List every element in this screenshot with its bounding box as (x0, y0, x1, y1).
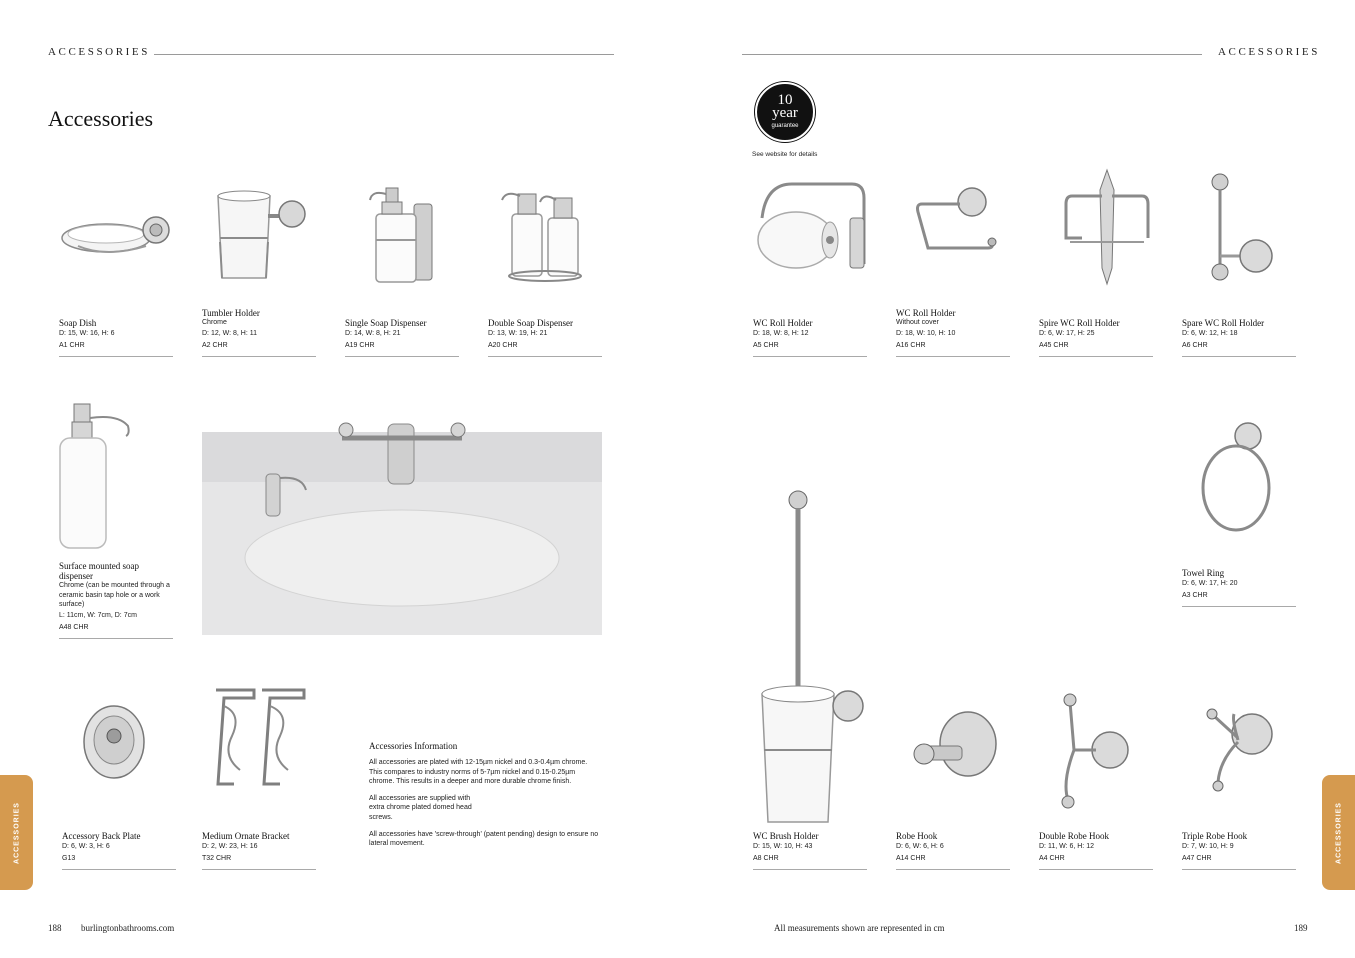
product-caption (1039, 318, 1153, 357)
badge-note: See website for details (752, 151, 818, 158)
product-caption (896, 831, 1010, 870)
website-link[interactable]: burlingtonbathrooms.com (81, 923, 175, 933)
product-dimensions: L: 11cm, W: 7cm, D: 7cm (59, 611, 137, 619)
badge-sub: guarantee (771, 123, 799, 129)
robe-hook-image (912, 708, 998, 778)
product-name: Double Robe Hook (1039, 831, 1109, 841)
tumbler-holder-image (210, 186, 308, 286)
product-dimensions: D: 13, W: 19, H: 21 (488, 330, 548, 337)
product-code: A4 CHR (1039, 855, 1065, 862)
product-note: Chrome (can be mounted through a ceramic basin tap hole or a work surface) (59, 582, 170, 608)
product-name: Soap Dish (59, 318, 97, 328)
header-left: ACCESSORIES (48, 46, 150, 58)
product-dimensions: D: 12, W: 8, H: 11 (202, 329, 257, 337)
badge-number: 10 (777, 92, 793, 108)
badge-word: year (772, 105, 798, 121)
product-note: Without cover (896, 319, 939, 326)
single-soap-dispenser-image (362, 180, 440, 288)
info-paragraph: All accessories are supplied with extra chrome plated domed head screws. (369, 794, 472, 821)
product-name: Spire WC Roll Holder (1039, 318, 1120, 328)
product-code: A5 CHR (753, 342, 779, 349)
info-paragraph: All accessories are plated with 12-15µm nickel and 0.3-0.4µm chrome. This compares to industry norms of 5-7µm nickel and 0.15-0.25µm chrome. This results in a deeper and more durable chrome finish. (369, 759, 588, 786)
header-right: ACCESSORIES (1218, 46, 1320, 58)
product-name: WC Roll Holder (753, 318, 813, 328)
product-name: Double Soap Dispenser (488, 318, 573, 328)
ornate-bracket-image (210, 684, 310, 794)
double-soap-dispenser-image (498, 180, 593, 288)
info-paragraph: All accessories have 'screw-through' (patent pending) design to ensure no lateral movement. (369, 830, 599, 848)
product-dimensions: D: 14, W: 8, H: 21 (345, 330, 401, 337)
product-name: Surface mounted soap dispenser (59, 561, 139, 581)
product-name: Tumbler Holder (202, 308, 260, 318)
surface-soap-dispenser-image (56, 402, 136, 552)
product-code: A48 CHR (59, 623, 89, 631)
guarantee-badge (755, 82, 815, 142)
product-note: Chrome (202, 319, 227, 326)
product-name: Single Soap Dispenser (345, 318, 427, 328)
product-code: A47 CHR (1182, 855, 1212, 862)
wc-roll-holder-open-image (912, 182, 998, 262)
info-title: Accessories Information (369, 741, 458, 751)
product-caption (896, 308, 1010, 357)
product-caption (1039, 831, 1153, 870)
product-dimensions: D: 15, W: 16, H: 6 (59, 330, 115, 337)
product-code: A2 CHR (202, 341, 228, 349)
product-name: Accessory Back Plate (62, 831, 141, 841)
side-tab-left[interactable] (0, 775, 33, 890)
side-tab-label: ACCESSORIES (1335, 801, 1342, 864)
product-dimensions: D: 7, W: 10, H: 9 (1182, 843, 1234, 850)
product-caption (202, 831, 316, 870)
product-dimensions: D: 6, W: 3, H: 6 (62, 843, 110, 850)
product-caption (753, 831, 867, 870)
product-dimensions: D: 6, W: 6, H: 6 (896, 843, 944, 850)
measurement-note: All measurements shown are represented in cm (774, 923, 945, 933)
product-dimensions: D: 2, W: 23, H: 16 (202, 843, 258, 850)
product-caption (1182, 568, 1296, 607)
spire-wc-roll-holder-image (1062, 168, 1152, 286)
accessories-information (369, 741, 601, 856)
product-caption (1182, 318, 1296, 357)
product-dimensions: D: 11, W: 6, H: 12 (1039, 843, 1094, 850)
product-code: A1 CHR (59, 342, 85, 349)
accessory-back-plate-image (82, 700, 146, 780)
page-number-left: 188 (48, 923, 62, 933)
product-caption (202, 308, 316, 357)
product-code: T32 CHR (202, 855, 232, 862)
basin-lifestyle-image (202, 398, 602, 635)
product-code: A19 CHR (345, 342, 375, 349)
header-rule-right (742, 54, 1202, 55)
product-caption (753, 318, 867, 357)
double-robe-hook-image (1056, 692, 1136, 810)
product-caption (62, 831, 176, 870)
product-dimensions: D: 18, W: 8, H: 12 (753, 330, 809, 337)
side-tab-label: ACCESSORIES (13, 801, 20, 864)
product-code: A8 CHR (753, 855, 779, 862)
product-code: G13 (62, 855, 76, 862)
product-dimensions: D: 6, W: 17, H: 20 (1182, 580, 1238, 587)
triple-robe-hook-image (1200, 700, 1280, 800)
product-dimensions: D: 15, W: 10, H: 43 (753, 843, 813, 850)
product-name: Triple Robe Hook (1182, 831, 1248, 841)
product-caption (59, 561, 173, 639)
product-name: Medium Ornate Bracket (202, 831, 290, 841)
product-caption (488, 318, 602, 357)
towel-ring-image (1198, 420, 1274, 536)
product-dimensions: D: 6, W: 12, H: 18 (1182, 330, 1238, 337)
wc-brush-holder-image (758, 488, 866, 828)
product-name: Towel Ring (1182, 568, 1225, 578)
product-code: A6 CHR (1182, 342, 1208, 349)
header-rule-left (154, 54, 614, 55)
product-caption (345, 318, 459, 357)
product-code: A3 CHR (1182, 592, 1208, 599)
page-title: Accessories (48, 106, 154, 131)
product-name: Robe Hook (896, 831, 938, 841)
product-name: WC Roll Holder (896, 308, 956, 318)
wc-roll-holder-image (752, 178, 868, 278)
spare-wc-roll-holder-image (1196, 172, 1276, 284)
side-tab-right[interactable] (1322, 775, 1355, 890)
product-caption (59, 318, 173, 357)
product-code: A45 CHR (1039, 342, 1069, 349)
product-dimensions: D: 18, W: 10, H: 10 (896, 329, 956, 337)
product-code: A20 CHR (488, 342, 518, 349)
product-name: Spare WC Roll Holder (1182, 318, 1265, 328)
product-code: A16 CHR (896, 341, 926, 349)
soap-dish-image (58, 202, 173, 264)
product-dimensions: D: 6, W: 17, H: 25 (1039, 330, 1095, 337)
page-number-right: 189 (1294, 923, 1308, 933)
product-code: A14 CHR (896, 855, 926, 862)
product-caption (1182, 831, 1296, 870)
product-name: WC Brush Holder (753, 831, 819, 841)
